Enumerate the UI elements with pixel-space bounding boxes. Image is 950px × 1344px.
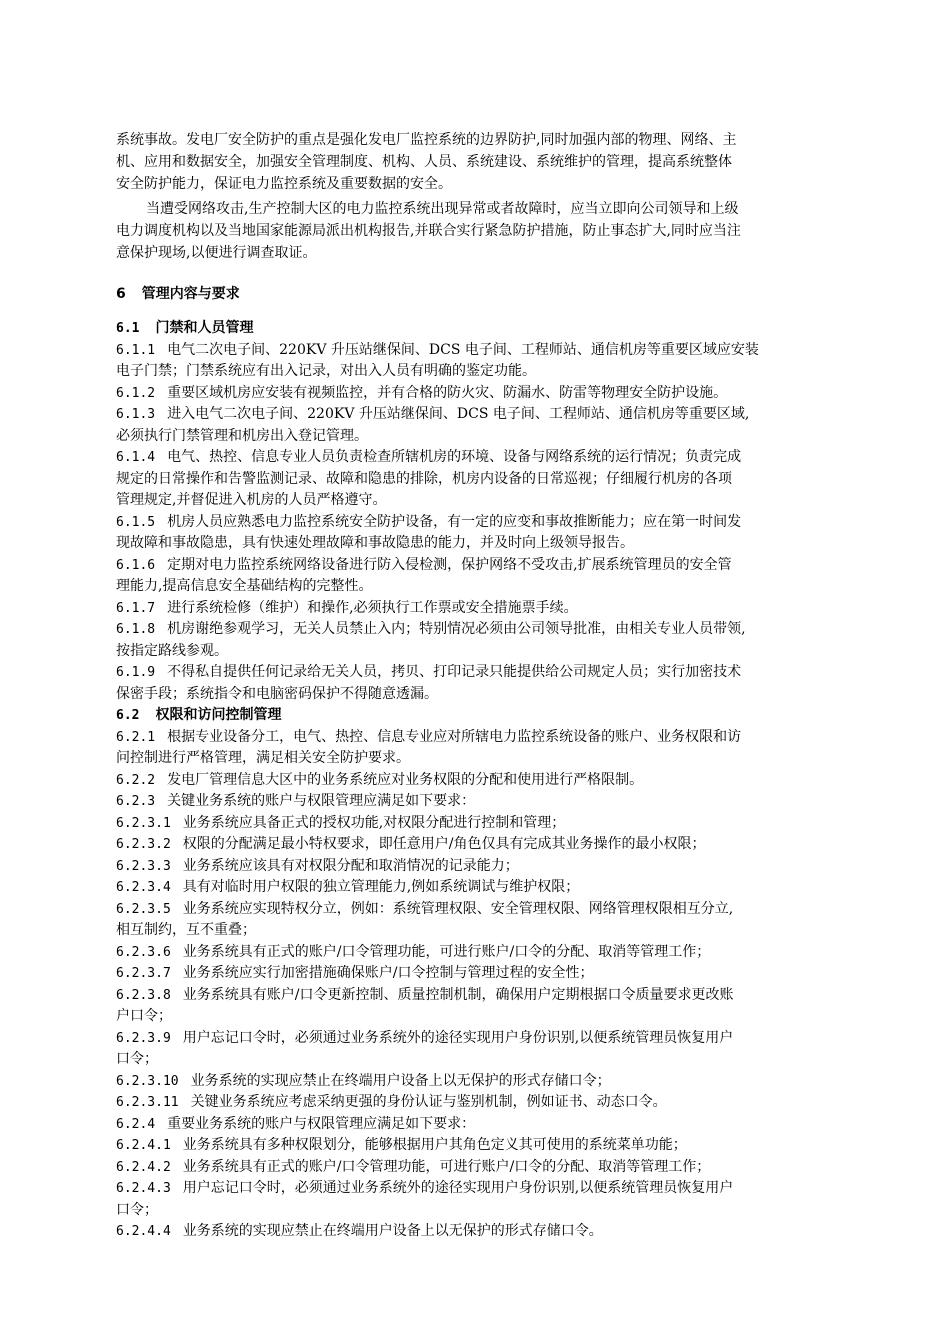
clause-text: 业务系统具有账户/口令更新控制、质量控制机制，确保用户定期根据口令质量要求更改账 — [182, 986, 734, 1003]
clause-number: 6.2.3.1 — [116, 815, 171, 831]
clause-item — [116, 447, 741, 469]
clause-number: 6.2.4.3 — [116, 1181, 171, 1196]
intro-line: 机、应用和数据安全，加强安全管理制度、机构、人员、系统建设、系统维护的管理，提高系统整体 — [116, 154, 732, 170]
clause-continuation: 按指定路线参观。 — [116, 642, 228, 659]
clause-number: 6.2.4.2 — [116, 1159, 171, 1175]
intro-line: 意保护现场,以便进行调查取证。 — [116, 245, 317, 261]
clause-number: 6.2.3.10 — [116, 1073, 179, 1089]
clause-number: 6.1.6 — [116, 557, 156, 573]
clause-continuation: 相互制约，互不重叠； — [116, 922, 256, 938]
clause-text: 具有对临时用户权限的独立管理能力,例如系统调试与维护权限； — [182, 879, 580, 895]
clause-text: 业务系统的实现应禁止在终端用户设备上以无保护的形式存储口令。 — [182, 1223, 603, 1239]
clause-number: 6.2.4.1 — [116, 1138, 171, 1153]
clause-text: 进行系统检修（维护）和操作,必须执行工作票或安全措施票手续。 — [167, 599, 578, 616]
clause-number: 6.1.8 — [116, 622, 156, 637]
clause-continuation: 现故障和事故隐患，具有快速处理故障和事故隐患的能力，并及时向上级领导报告。 — [116, 535, 634, 551]
clause-text: 用户忘记口令时，必须通过业务系统外的途径实现用户身份识别,以便系统管理员恢复用户 — [182, 1180, 734, 1196]
clause-text: 关键业务系统应考虑采纳更强的身份认证与鉴别机制，例如证书、动态口令。 — [190, 1094, 667, 1110]
intro-line: 当遭受网络攻击,生产控制大区的电力监控系统出现异常或者故障时，应当立即向公司领导和上级 — [146, 201, 739, 217]
clause-item — [116, 662, 741, 684]
clause-text: 不得私自提供任何记录给无关人员，拷贝、打印记录只能提供给公司规定人员；实行加密技术 — [167, 664, 742, 680]
clause-number: 6.1.2 — [116, 385, 156, 401]
clause-item — [116, 340, 759, 362]
clause-number: 6.1.9 — [116, 665, 156, 680]
clause-text: 用户忘记口令时，必须通过业务系统外的途径实现用户身份识别,以便系统管理员恢复用户 — [182, 1029, 734, 1046]
clause-item — [116, 963, 594, 985]
clause-item — [116, 1178, 733, 1200]
clause-text: 业务系统具有多种权限划分，能够根据用户其角色定义其可使用的系统菜单功能； — [182, 1137, 687, 1153]
clause-text: 关键业务系统的账户与权限管理应满足如下要求： — [167, 793, 476, 809]
clause-number: 6.2.1 — [116, 729, 156, 745]
clause-item — [116, 1071, 611, 1093]
clause-item — [116, 834, 706, 856]
intro-line: 安全防护能力，保证电力监控系统及重要数据的安全。 — [116, 176, 452, 192]
clause-text: 电气、热控、信息专业人员负责检查所辖机房的环境、设备与网络系统的运行情况；负责完成 — [167, 449, 742, 465]
clause-item — [116, 512, 741, 534]
clause-number: 6.2 — [116, 708, 140, 723]
clause-number: 6.1.1 — [116, 342, 156, 358]
clause-continuation: 户口令； — [116, 1008, 172, 1024]
clause-item — [116, 1028, 733, 1050]
clause-item — [116, 942, 710, 964]
clause-text: 根据专业设备分工，电气、热控、信息专业应对所辖电力监控系统设备的账户、业务权限和访 — [167, 728, 742, 745]
clause-number: 6.2.3.11 — [116, 1095, 179, 1110]
clause-number: 6.2.4.4 — [116, 1224, 171, 1239]
clause-item — [116, 791, 475, 813]
clause-continuation: 规定的日常操作和告警监测记录、故障和隐患的排除，机房内设备的日常巡视；仔细履行机房的各项 — [116, 470, 732, 487]
clause-item — [116, 770, 643, 792]
clause-item — [116, 877, 579, 899]
clause-item — [116, 856, 519, 878]
clause-text: 业务系统具有正式的账户/口令管理功能，可进行账户/口令的分配、取消等管理工作； — [182, 1158, 711, 1175]
clause-item — [116, 1092, 667, 1114]
clause-continuation: 管理规定,并督促进入机房的人员严格遵守。 — [116, 492, 387, 508]
clause-item — [116, 619, 746, 641]
clause-number: 6.2.3.9 — [116, 1030, 171, 1046]
clause-number: 6.2.3.5 — [116, 901, 171, 917]
clause-text: 业务系统应实现特权分立，例如：系统管理权限、安全管理权限、网络管理权限相互分立, — [182, 900, 734, 917]
clause-item — [116, 1114, 475, 1136]
clause-number: 6.2.3.6 — [116, 944, 171, 960]
clause-text: 重要区域机房应安装有视频监控，并有合格的防火灾、防漏水、防雷等物理安全防护设施。 — [167, 384, 728, 401]
clause-continuation: 口令； — [116, 1201, 158, 1218]
clause-text: 电气二次电子间、220KV 升压站继保间、DCS 电子间、工程师站、通信机房等重要区域应安装 — [167, 341, 759, 358]
subsection-heading — [116, 705, 281, 727]
section-heading — [116, 284, 240, 306]
clause-text: 定期对电力监控系统网络设备进行防入侵检测，保护网络不受攻击,扩展系统管理员的安全管 — [167, 556, 732, 573]
clause-text: 重要业务系统的账户与权限管理应满足如下要求： — [167, 1115, 476, 1132]
clause-number: 6.1.7 — [116, 600, 156, 616]
clause-text: 发电厂管理信息大区中的业务系统应对业务权限的分配和使用进行严格限制。 — [167, 771, 644, 788]
clause-number: 6.2.3.7 — [116, 966, 171, 981]
clause-text: 业务系统的实现应禁止在终端用户设备上以无保护的形式存储口令； — [190, 1072, 611, 1089]
clause-number: 6.2.3.4 — [116, 880, 171, 895]
clause-number: 6.2.3.8 — [116, 987, 171, 1003]
clause-item — [116, 1157, 710, 1179]
clause-text: 进入电气二次电子间、220KV 升压站继保间、DCS 电子间、工程师站、通信机房等重要区域, — [167, 406, 750, 422]
clause-text: 业务系统应具备正式的授权功能,对权限分配进行控制和管理； — [182, 814, 566, 831]
clause-item — [116, 1221, 603, 1243]
section-title: 管理内容与要求 — [141, 286, 240, 302]
clause-item — [116, 985, 734, 1007]
clause-number: 6.2.3.2 — [116, 837, 171, 852]
intro-line: 电力调度机构以及当地国家能源局派出机构报告,并联合实行紧急防护措施，防止事态扩大,同时应当注 — [116, 223, 741, 239]
clause-item — [116, 598, 578, 620]
clause-item — [116, 1135, 687, 1157]
clause-continuation: 问控制进行严格管理，满足相关安全防护要求。 — [116, 750, 410, 766]
clause-text: 业务系统应该具有对权限分配和取消情况的记录能力； — [182, 857, 519, 874]
clause-text: 业务系统具有正式的账户/口令管理功能，可进行账户/口令的分配、取消等管理工作； — [182, 943, 711, 960]
clause-item — [116, 899, 733, 921]
clause-number: 6.2.4 — [116, 1116, 156, 1132]
clause-item — [116, 813, 565, 835]
clause-number: 6.1.5 — [116, 514, 156, 530]
clause-continuation: 理能力,提高信息安全基础结构的完整性。 — [116, 578, 373, 594]
clause-number: 6.1.4 — [116, 450, 156, 465]
clause-text: 权限和访问控制管理 — [155, 707, 282, 723]
clause-text: 机房谢绝参观学习，无关人员禁止入内；特别情况必须由公司领导批准，由相关专业人员带领, — [167, 621, 746, 637]
subsection-heading — [116, 318, 253, 340]
clause-number: 6.2.3.3 — [116, 858, 171, 874]
clause-continuation: 口令； — [116, 1051, 158, 1067]
clause-continuation: 必须执行门禁管理和机房出入登记管理。 — [116, 427, 368, 444]
clause-item — [116, 383, 727, 405]
clause-item — [116, 727, 741, 749]
clause-number: 6.1 — [116, 321, 140, 336]
clause-text: 门禁和人员管理 — [155, 320, 254, 336]
clause-number: 6.1.3 — [116, 407, 156, 422]
clause-number: 6.2.2 — [116, 772, 156, 788]
clause-text: 业务系统应实行加密措施确保账户/口令控制与管理过程的安全性； — [182, 965, 594, 981]
clause-continuation: 保密手段；系统指令和电脑密码保护不得随意透漏。 — [116, 685, 438, 702]
clause-item — [116, 555, 732, 577]
intro-line: 系统事故。发电厂安全防护的重点是强化发电厂监控系统的边界防护,同时加强内部的物理、网络、主 — [116, 132, 737, 148]
clause-text: 权限的分配满足最小特权要求，即任意用户/角色仅具有完成其业务操作的最小权限； — [182, 836, 706, 852]
clause-continuation: 电子门禁；门禁系统应有出入记录，对出入人员有明确的鉴定功能。 — [116, 363, 536, 379]
clause-text: 机房人员应熟悉电力监控系统安全防护设备，有一定的应变和事故推断能力；应在第一时间发 — [167, 513, 742, 530]
section-number: 6 — [116, 286, 126, 302]
clause-number: 6.2.3 — [116, 794, 156, 809]
clause-item — [116, 404, 749, 426]
